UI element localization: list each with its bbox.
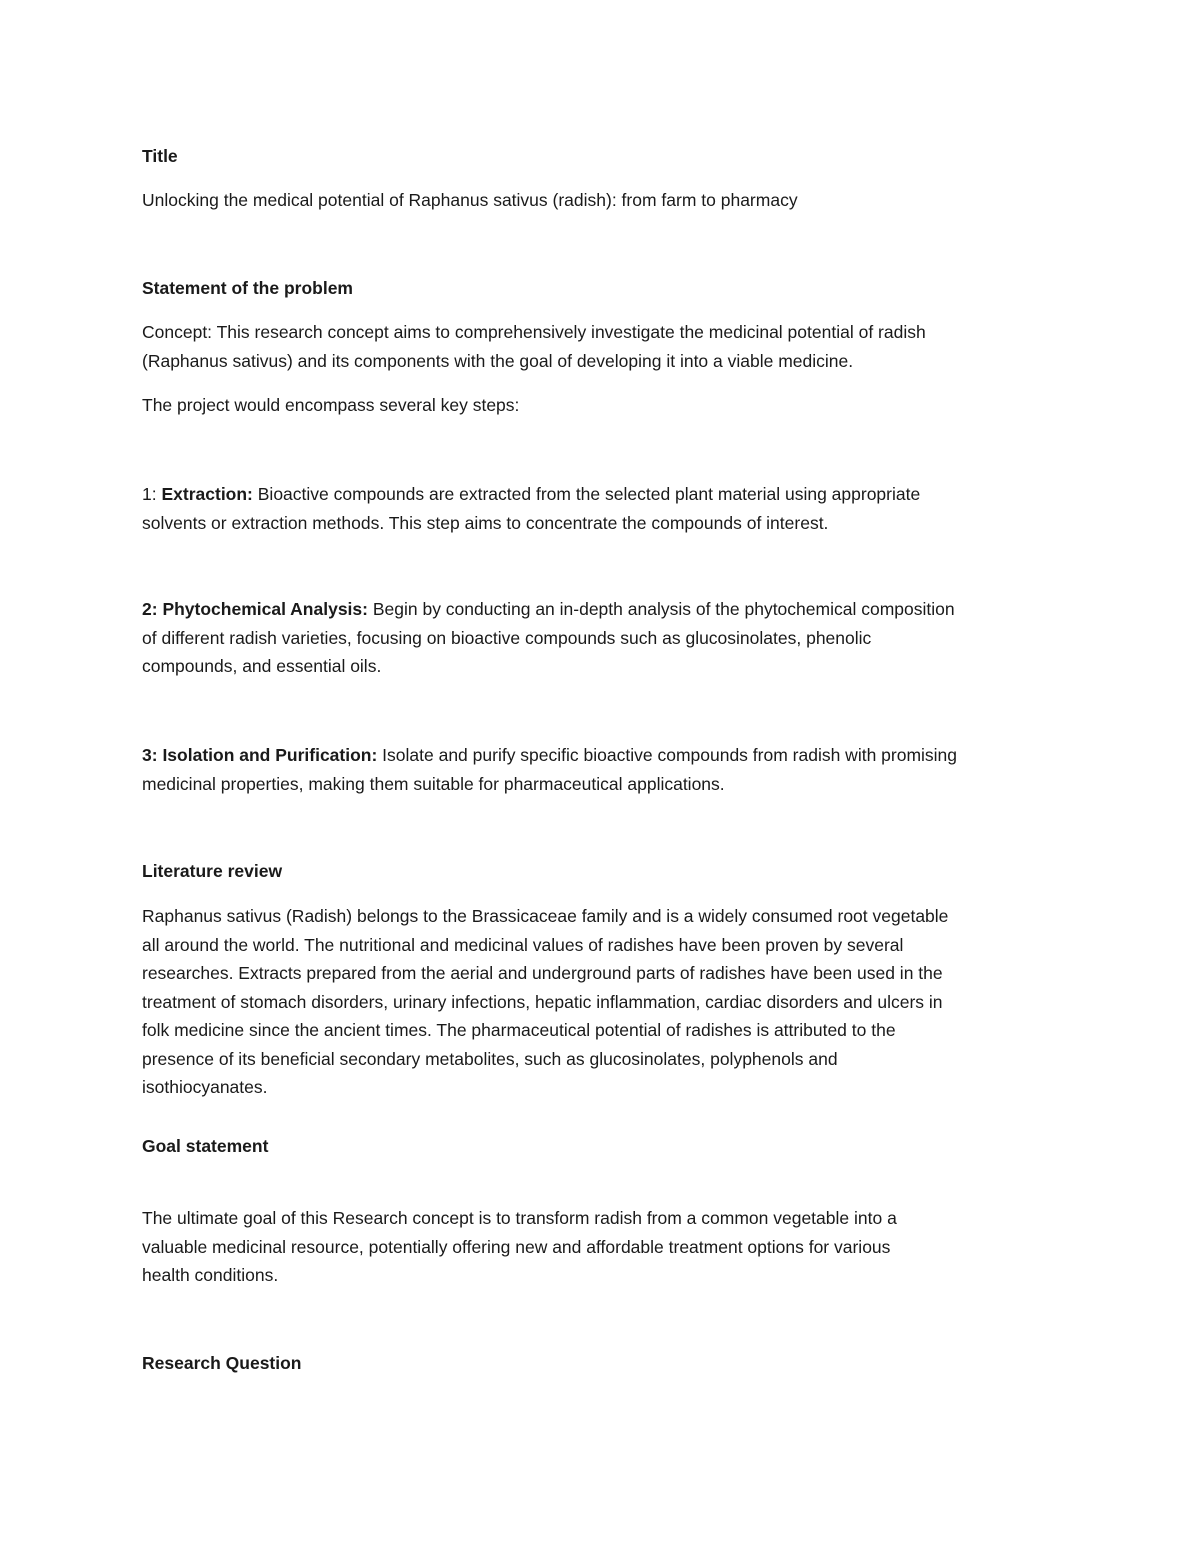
project-intro: The project would encompass several key steps: bbox=[142, 395, 520, 415]
title-text: Unlocking the medical potential of Raphanus sativus (radish): from farm to pharmacy bbox=[142, 190, 798, 210]
step-isolation-purification: 3: Isolation and Purification: Isolate and purify specific bioactive compounds from radish with promising medicinal properties, making them suitable for pharmaceutical applications. bbox=[142, 745, 958, 794]
concept-line: Concept: This research concept aims to comprehensively investigate the medicinal potential of radish bbox=[142, 322, 926, 342]
step-label: Extraction: bbox=[161, 484, 253, 504]
step-number: 3: bbox=[142, 745, 158, 765]
problem-heading: Statement of the problem bbox=[142, 278, 353, 298]
literature-paragraph: Raphanus sativus (Radish) belongs to the Brassicaceae family and is a widely consumed root vegetable all around the world. The nutritional and medicinal values of radishes have been proven by several researches. Extracts prepared from the aerial and underground parts of radishes have been used in the treatment of stomach disorders, urinary infections, hepatic inflammation, cardiac disorders and ulcers in folk medicine since the ancient times. The pharmaceutical potential of radishes is attributed to the presence of its beneficial secondary metabolites, such as glucosinolates, polyphenols and isothiocyanates. bbox=[142, 906, 949, 1097]
step-label: Isolation and Purification: bbox=[162, 745, 378, 765]
concept-label: Concept: bbox=[142, 322, 213, 342]
research-question-heading: Research Question bbox=[142, 1353, 302, 1373]
literature-heading: Literature review bbox=[142, 861, 283, 881]
step-number: 2: bbox=[142, 599, 158, 619]
concept-paragraph bbox=[142, 318, 1072, 375]
concept-line: (Raphanus sativus) and its components with the goal of developing it into a viable medicine. bbox=[142, 350, 854, 371]
goal-paragraph: The ultimate goal of this Research concept is to transform radish from a common vegetable into a valuable medicinal resource, potentially offering new and affordable treatment options for various health conditions. bbox=[142, 1208, 897, 1285]
step-label: Phytochemical Analysis: bbox=[162, 599, 368, 619]
goal-heading: Goal statement bbox=[142, 1136, 269, 1156]
step-number: 1: bbox=[142, 484, 157, 504]
step-phytochemical-analysis: 2: Phytochemical Analysis: Begin by conducting an in-depth analysis of the phytochemical composition of different radish varieties, focusing on bioactive compounds such as glucosinolates, phenolic compounds, and essential oils. bbox=[142, 599, 955, 676]
title-heading: Title bbox=[142, 146, 178, 166]
step-extraction: 1: Extraction: Bioactive compounds are extracted from the selected plant material using appropriate solvents or extraction methods. This step aims to concentrate the compounds of interest. bbox=[142, 484, 921, 533]
